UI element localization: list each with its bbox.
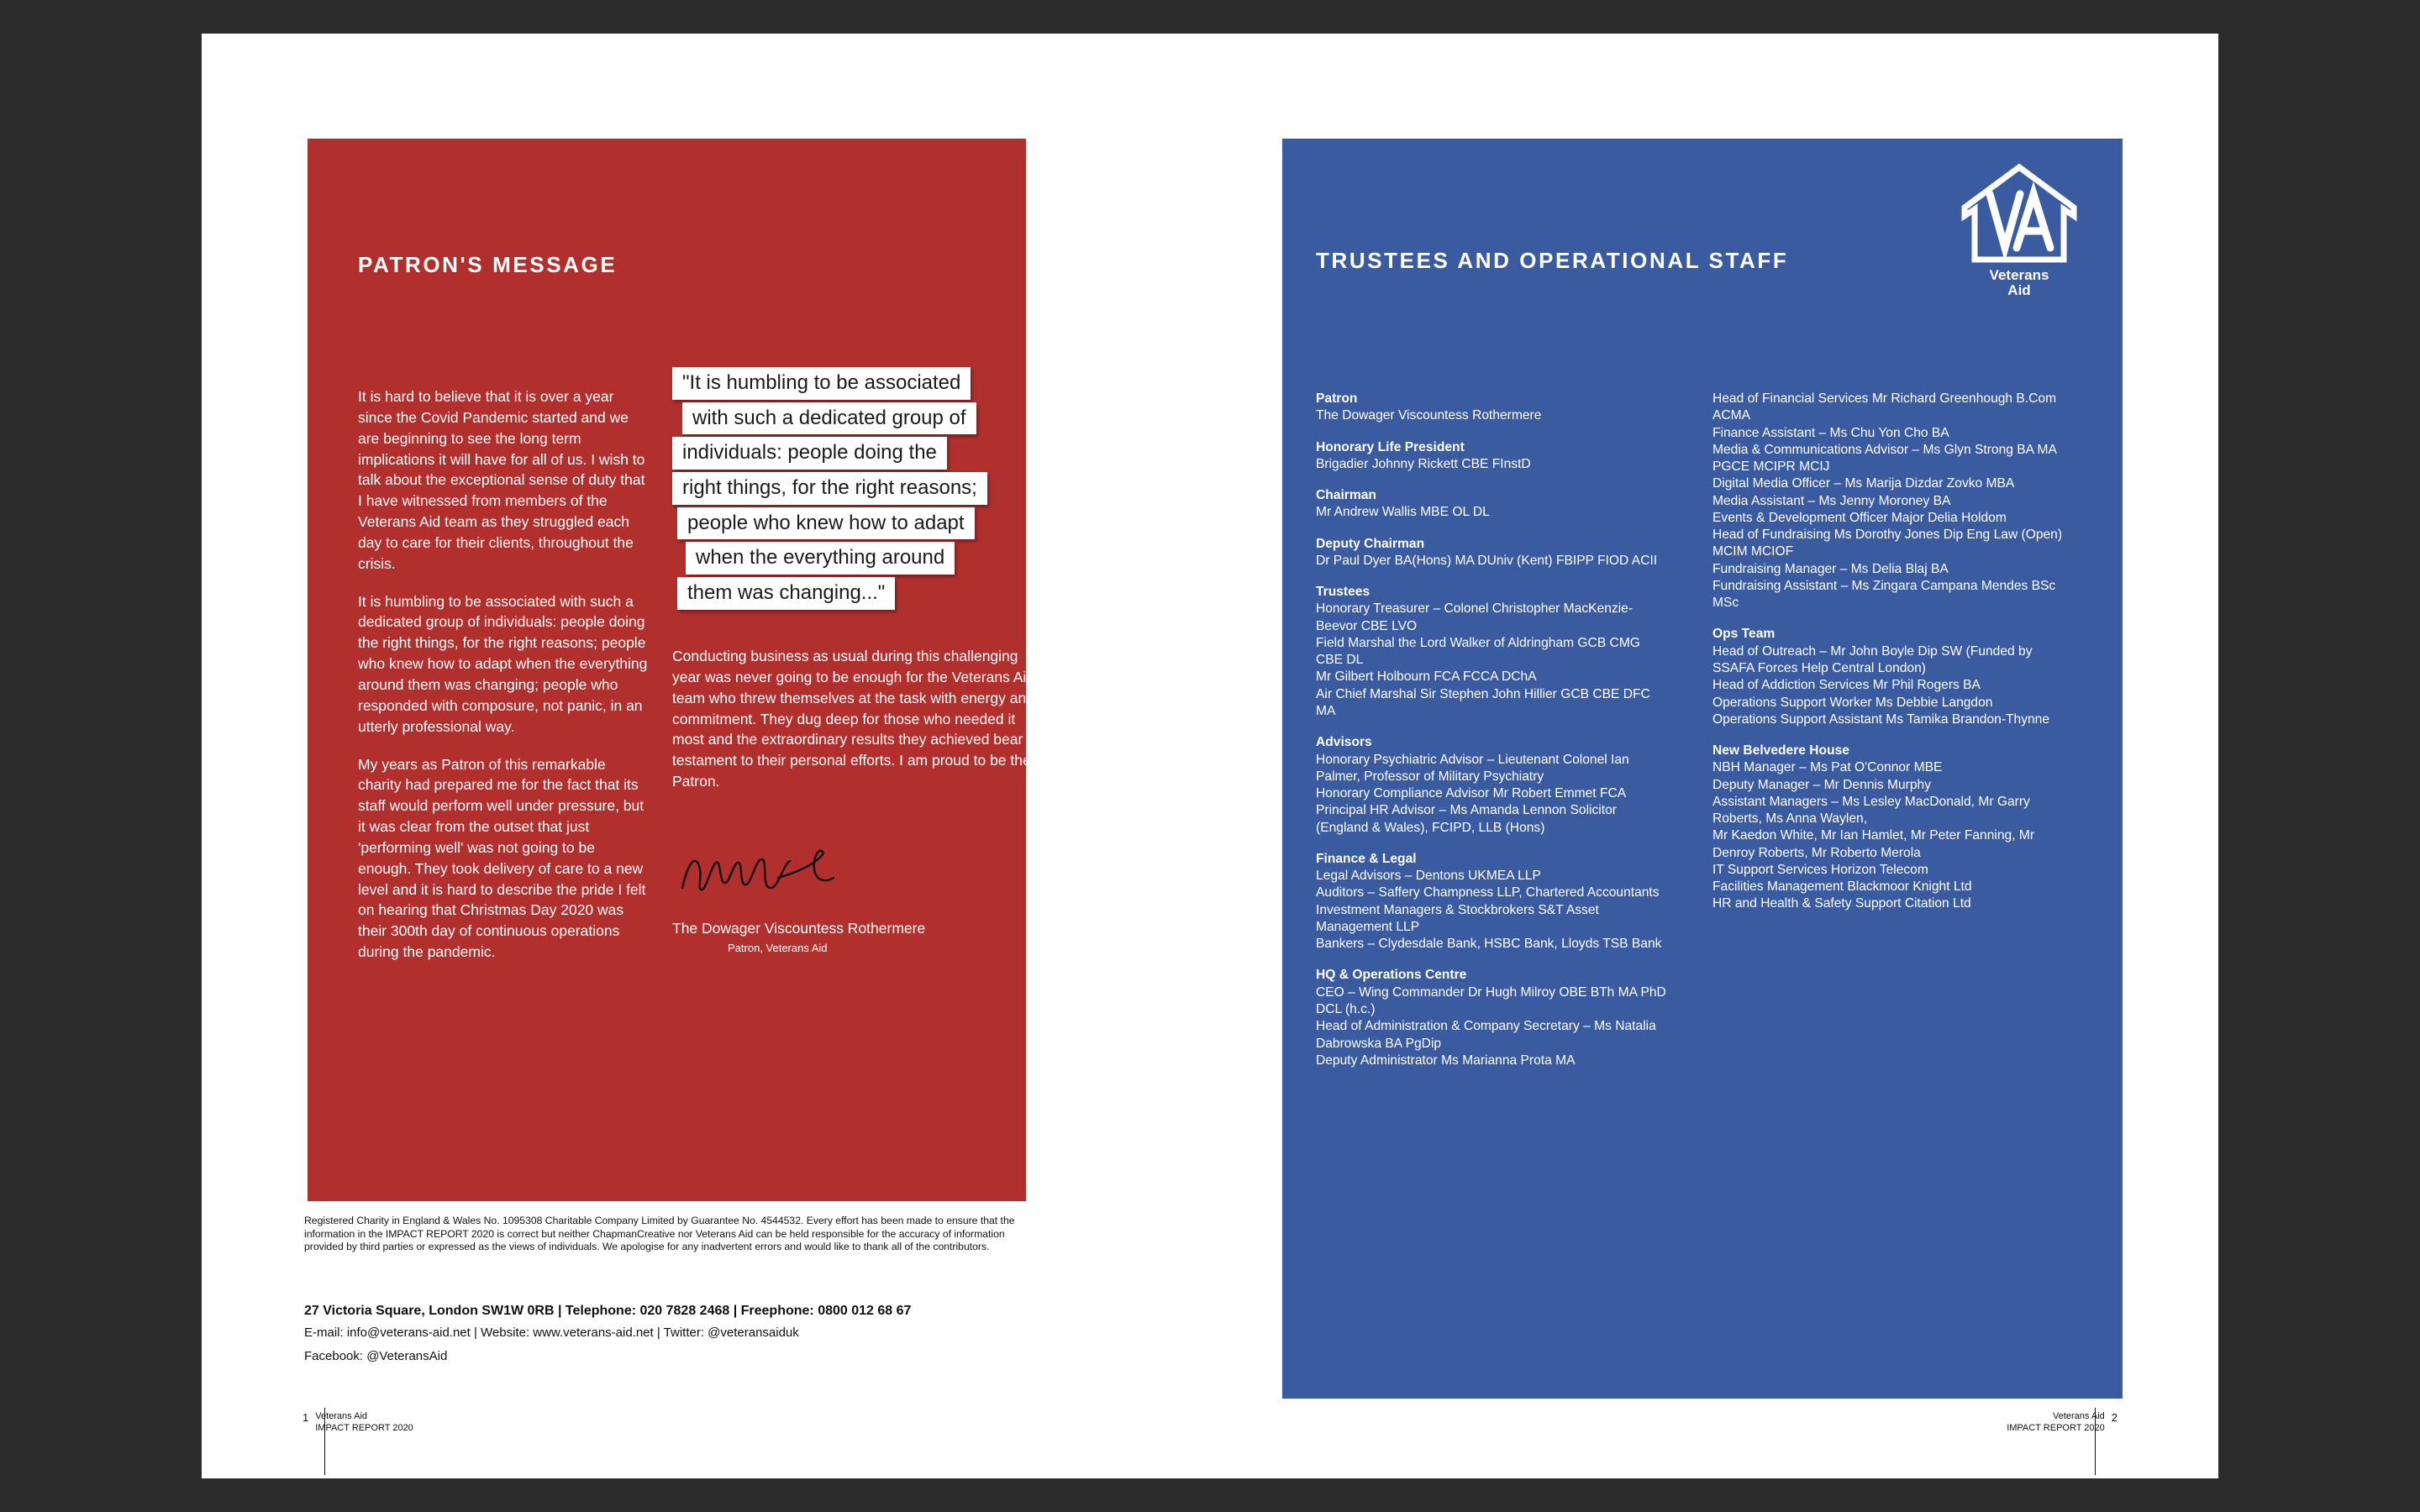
contact-social-line: Facebook: @VeteransAid	[304, 1349, 448, 1363]
group-line: Principal HR Advisor – Ms Amanda Lennon Solicitor (England & Wales), FCIPD, LLB (Hons)	[1316, 803, 1617, 835]
folio-org: Veterans Aid	[315, 1411, 368, 1421]
group-line: CEO – Wing Commander Dr Hugh Milroy OBE BTh MA PhD DCL (h.c.)	[1316, 984, 1666, 1016]
patron-message-panel	[308, 139, 1039, 1201]
staff-group	[1316, 967, 1669, 1069]
group-line: Deputy Administrator Ms Marianna Prota MA	[1316, 1053, 1576, 1068]
folio-org: Veterans Aid	[2052, 1411, 2105, 1421]
staff-group	[1316, 391, 1669, 425]
group-heading: New Belvedere House	[1712, 743, 1849, 759]
group-line: Fundraising Manager – Ms Delia Blaj BA	[1712, 561, 1949, 576]
group-line: HR and Health & Safety Support Citation Ltd	[1712, 896, 1971, 911]
paragraph: My years as Patron of this remarkable charity had prepared me for the fact that its staff would perform well under pressure, but it was clear from the outset that just 'performing well' was not going to be enough. They took delivery of care to a new level and it is hard to describe the pride I felt on hearing that Christmas Day 2020 was their 300th day of continuous operations during the pandemic.	[358, 755, 646, 961]
staff-group	[1712, 626, 2065, 728]
folio-right	[2007, 1411, 2118, 1435]
contact-web-line: E-mail: info@veterans-aid.net | Website: www.veterans-aid.net | Twitter: @veteransaiduk	[304, 1326, 799, 1340]
page-number: 1	[302, 1411, 309, 1424]
trustees-panel	[1282, 139, 2123, 1399]
page-right	[1210, 34, 2218, 1478]
staff-group	[1316, 487, 1669, 522]
group-heading: Ops Team	[1712, 627, 1776, 642]
folio-left	[302, 1411, 413, 1435]
group-line: IT Support Services Horizon Telecom	[1712, 862, 1928, 877]
svg-text:Veterans: Veterans	[1989, 267, 2049, 283]
page-title: TRUSTEES AND OPERATIONAL STAFF	[1316, 248, 1789, 273]
group-line: Legal Advisors – Dentons UKMEA LLP	[1316, 869, 1541, 884]
group-line: Media Assistant – Ms Jenny Moroney BA	[1712, 493, 1951, 508]
signature-image	[677, 844, 845, 903]
folio-report: IMPACT REPORT 2020	[2007, 1422, 2105, 1433]
group-line: Operations Support Worker Ms Debbie Langdon	[1712, 695, 1993, 710]
group-line: Deputy Manager – Mr Dennis Murphy	[1712, 777, 1932, 792]
group-heading: HQ & Operations Centre	[1316, 968, 1467, 983]
patron-closing-text: Conducting business as usual during this challenging year was never going to be enough for the Veterans Aid team who threw themselves at the task with energy and commitment. They dug deep for those who needed it most and the extraordinary results they achieved bear testament to their personal efforts. I am proud to be their Patron.	[672, 648, 1039, 790]
group-heading: Advisors	[1316, 735, 1372, 750]
staff-group	[1316, 851, 1669, 953]
staff-group	[1316, 439, 1669, 474]
group-line: Air Chief Marshal Sir Stephen John Hillier GCB CBE DFC MA	[1316, 686, 1650, 718]
group-line: Honorary Psychiatric Advisor – Lieutenant Colonel Ian Palmer, Professor of Military Psychiatry	[1316, 752, 1629, 784]
folio-report: IMPACT REPORT 2020	[315, 1422, 413, 1433]
svg-text:Aid: Aid	[2007, 282, 2031, 298]
group-heading: Deputy Chairman	[1316, 536, 1425, 551]
group-line: Bankers – Clydesdale Bank, HSBC Bank, Lloyds TSB Bank	[1316, 937, 1662, 952]
group-line: Auditors – Saffery Champness LLP, Chartered Accountants	[1316, 885, 1660, 900]
group-heading: Trustees	[1316, 585, 1370, 600]
document-spread	[202, 34, 2218, 1478]
group-line: Head of Financial Services Mr Richard Greenhough B.Com ACMA	[1712, 391, 2057, 423]
group-line: Assistant Managers – Ms Lesley MacDonald, Mr Garry Roberts, Ms Anna Waylen,	[1712, 794, 2030, 827]
group-heading: Chairman	[1316, 488, 1376, 503]
staff-group	[1316, 584, 1669, 720]
group-line: Brigadier Johnny Rickett CBE FInstD	[1316, 456, 1531, 471]
staff-column-right	[1712, 391, 2065, 927]
handwritten-signature-icon	[677, 844, 845, 903]
patron-message-body	[358, 386, 652, 979]
staff-group	[1316, 734, 1669, 837]
legal-disclaimer: Registered Charity in England & Wales No. 1095308 Charitable Company Limited by Guarantee No. 4544532. Every effort has been made to ensure that the information in the IMPACT REPORT 2020 is correct but neither ChapmanCreative nor Veterans Aid can be held responsible for the accuracy of information provided by third parties or expressed as the views of individuals. We apologise for any inadvertent errors and would like to thank all of the contributors.	[304, 1215, 1015, 1253]
paragraph: It is hard to believe that it is over a year since the Covid Pandemic started and we are beginning to see the long term implications it will have for all of us. I wish to talk about the exceptional sense of duty that I have witnessed from members of the Veterans Aid team as they struggled each day to care for their clients, throughout the crisis.	[358, 388, 645, 572]
group-line: Honorary Compliance Advisor Mr Robert Emmet FCA	[1316, 786, 1627, 801]
group-line: Head of Fundraising Ms Dorothy Jones Dip Eng Law (Open) MCIM MCIOF	[1712, 528, 2063, 559]
staff-group	[1712, 743, 2065, 913]
pull-quote-line: people who knew how to adapt	[677, 507, 975, 540]
group-line: Operations Support Assistant Ms Tamika Brandon-Thynne	[1712, 711, 2050, 727]
signature-role: Patron, Veterans Aid	[728, 942, 828, 954]
pull-quote-line: when the everything around	[686, 542, 955, 575]
group-line: Facilities Management Blackmoor Knight Ltd	[1712, 879, 1972, 895]
page-title: PATRON'S MESSAGE	[358, 252, 618, 277]
page-left	[202, 34, 1210, 1478]
pull-quote-line: them was changing..."	[677, 577, 895, 610]
group-heading: Finance & Legal	[1316, 851, 1417, 866]
group-line: Head of Outreach – Mr John Boyle Dip SW (Funded by SSAFA Forces Help Central London)	[1712, 643, 2033, 675]
veterans-aid-logo-icon	[1956, 160, 2082, 303]
pull-quote-line: right things, for the right reasons;	[672, 472, 987, 505]
pull-quote-line: individuals: people doing the	[672, 437, 947, 470]
group-heading: Patron	[1316, 391, 1358, 406]
group-line: Field Marshal the Lord Walker of Aldringham GCB CMG CBE DL	[1316, 635, 1640, 668]
group-line: Head of Addiction Services Mr Phil Rogers BA	[1712, 678, 1981, 693]
staff-column-left	[1316, 391, 1669, 1084]
staff-group	[1712, 391, 2065, 612]
group-line: Dr Paul Dyer BA(Hons) MA DUniv (Kent) FBIPP FIOD ACII	[1316, 553, 1658, 568]
group-line: Mr Gilbert Holbourn FCA FCCA DChA	[1316, 669, 1537, 685]
group-line: Events & Development Officer Major Delia Holdom	[1712, 510, 2007, 525]
pull-quote-line: "It is humbling to be associated	[672, 367, 971, 400]
group-line: Head of Administration & Company Secretary – Ms Natalia Dabrowska BA PgDip	[1316, 1019, 1656, 1051]
group-line: NBH Manager – Ms Pat O'Connor MBE	[1712, 760, 1943, 775]
group-line: Mr Kaedon White, Mr Ian Hamlet, Mr Peter Fanning, Mr Denroy Roberts, Mr Roberto Merola	[1712, 828, 2035, 860]
group-line: Mr Andrew Wallis MBE OL DL	[1316, 505, 1490, 520]
contact-address-line: 27 Victoria Square, London SW1W 0RB | Telephone: 020 7828 2468 | Freephone: 0800 012 68 67	[304, 1304, 912, 1318]
group-line: Digital Media Officer – Ms Marija Dizdar Zovko MBA	[1712, 476, 2015, 491]
group-line: Media & Communications Advisor – Ms Glyn Strong BA MA PGCE MCIPR MCIJ	[1712, 442, 2057, 475]
group-line: Finance Assistant – Ms Chu Yon Cho BA	[1712, 425, 1949, 440]
group-line: The Dowager Viscountess Rothermere	[1316, 408, 1542, 423]
paragraph: It is humbling to be associated with such a dedicated group of individuals: people doing the right things, for the right reasons; people who knew how to adapt when the everything around them was changing; people who responded with composure, not panic, in an utterly professional way.	[358, 592, 648, 735]
page-number: 2	[2111, 1411, 2118, 1424]
pull-quote-line: with such a dedicated group of	[682, 402, 976, 435]
group-line: Fundraising Assistant – Ms Zingara Campana Mendes BSc MSc	[1712, 578, 2056, 611]
group-line: Honorary Treasurer – Colonel Christopher MacKenzie-Beevor CBE LVO	[1316, 601, 1634, 633]
group-heading: Honorary Life President	[1316, 439, 1465, 454]
group-line: Investment Managers & Stockbrokers S&T Asset Management LLP	[1316, 902, 1599, 934]
signature-name: The Dowager Viscountess Rothermere	[672, 920, 926, 937]
pull-quote	[672, 367, 1076, 612]
staff-group	[1316, 536, 1669, 570]
